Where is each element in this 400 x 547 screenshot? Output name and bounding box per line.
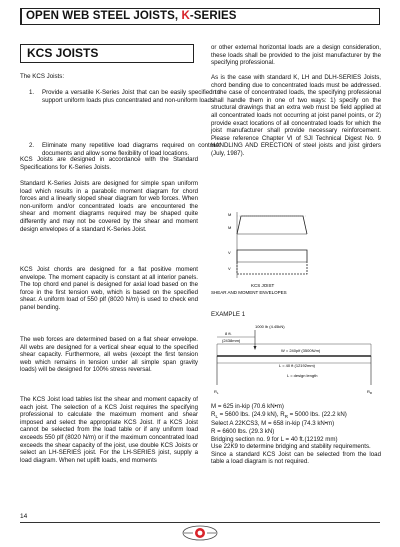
length-label: L = 40 ft (12192mm) [279, 363, 315, 368]
envelope-caption-2: SHEAR AND MOMENT ENVELOPES [211, 290, 287, 295]
distance-ft-label: 8 ft. [225, 331, 232, 336]
banner-title-prefix: OPEN WEB STEEL JOISTS, [26, 10, 182, 22]
paragraph-text: KCS Joists are designed in accordance with the Standard Specifications for K-Series Joists. [20, 156, 198, 171]
sji-logo-icon [181, 525, 219, 541]
moment-envelope [237, 216, 307, 234]
example-title-text: EXAMPLE 1 [211, 311, 246, 318]
left-paragraph-5 [20, 396, 198, 464]
banner-title-suffix: -SERIES [189, 10, 237, 22]
example-load-diagram [211, 322, 381, 398]
envelope-label-v1: V [228, 250, 231, 255]
left-paragraph-2 [20, 180, 198, 233]
envelope-caption-1: KCS JOIST [251, 283, 275, 288]
envelope-label-m1: M [228, 212, 232, 217]
list-item-text: Eliminate many repetitive load diagrams required on contract documents and allow some flexibility of load locations. [42, 142, 220, 157]
result-selection: Select A 22KCS3, M = 658 in-kip (74.3 kN•m) [211, 420, 335, 428]
result-bridging: Bridging section no. 9 for L = 40 ft.(12192 mm) [211, 435, 338, 443]
page-banner [20, 8, 380, 25]
result-conclusion: Since a standard KCS Joist can be selected from the load table a load diagram is not required. [211, 450, 381, 466]
page-number: 14 [20, 513, 28, 520]
envelope-label-v2: V [228, 266, 231, 271]
point-load-arrowhead [254, 346, 257, 350]
envelope-label-m2: M [228, 225, 232, 230]
left-paragraph-4 [20, 336, 198, 374]
list-item-text: Provide a versatile K-Series Joist that can be easily specified to support uniform loads plus concentrated and non-uniform loads. [42, 89, 220, 104]
result-moment: M = 625 in-kip (70.6 kN•m) [211, 403, 284, 410]
paragraph-text: The web forces are determined based on a flat shear envelope. All webs are designed for a vertical shear equal to the specified shear capacity. Furthermore, all webs (except the first tension web which remains in tension under all simple span gravity loads) will be designed for 100% stress reversal. [20, 336, 198, 374]
shear-envelope-positive [237, 250, 307, 262]
distance-mm-label: (2438mm) [222, 338, 241, 343]
paragraph-text: or other external horizontal loads are a design consideration, these loads shall be provided to the joist manufacturer by the specifying professional. [211, 44, 381, 67]
example-title [211, 311, 381, 319]
paragraph-text: Standard K-Series Joists are designed for simple span uniform load which results in a parabolic moment diagram for chord forces and a linearly sloped shear diagram for web forces. When non-uniform and/or concentrated loads are encountered the shear and moment diagrams required may be shaped quite differently and may not be covered by the shear and moment design envelopes of a standard K-Series Joist. [20, 180, 198, 233]
example-results [211, 403, 381, 466]
right-reaction-label: $R_R$ [367, 389, 373, 396]
shear-envelope-negative [237, 262, 307, 274]
right-paragraph-1 [211, 44, 381, 67]
section-title: KCS JOISTS [20, 44, 194, 63]
intro-text: The KCS Joists: [20, 73, 65, 80]
right-paragraph-2 [211, 74, 381, 158]
point-load-label: 1000 lb (4.45kN) [255, 324, 285, 329]
list-item-number: 2. [29, 142, 35, 150]
banner-title-k: K [181, 10, 190, 22]
left-paragraph-3 [20, 266, 198, 312]
result-shear: R = 6600 lbs. (29.3 kN) [211, 428, 275, 435]
paragraph-text: KCS Joist chords are designed for a flat positive moment envelope. The moment capacity is constant at all interior panels. The top chord end panel is designed for axial load based on the force in the first tension web, which is based on the specified shear. A uniform load of 550 plf (8020 N/m) is used to check end panel bending. [20, 266, 198, 311]
left-paragraph-1 [20, 156, 198, 171]
uniform-load-label: W = 240plf (3500N/m) [281, 348, 321, 353]
design-length-label: L = design length [287, 373, 318, 378]
left-reaction-label: $R_L$ [214, 389, 219, 396]
list-item-number: 1. [29, 89, 35, 96]
list-item [20, 89, 220, 104]
left-intro [20, 73, 198, 81]
shear-moment-envelope-diagram [211, 196, 381, 300]
paragraph-text: The KCS Joist load tables list the shear and moment capacity of each joist. The selection of a KCS Joist requires the specifying professional to calculate the maximum moment and shear imposed and select the appropriate KCS Joist. If a KCS Joist cannot be selected from the load table or if any uniform load exceeds 550 plf (8020 N/m) or if the maximum concentrated load exceeds the shear capacity of the joist, use double KCS Joists or select an LH-SERIES joist. For the LH-SERIES joist, supply a load diagram. When net uplift loads, end moments [20, 396, 198, 464]
result-reactions: $R_L = 5600$ lbs. (24.9 kN), $R_R = 5000$ lbs. (22.2 kN) [211, 410, 347, 419]
result-stability: Use 22K9 to determine bridging and stability requirements. [211, 443, 371, 451]
paragraph-text: As is the case with standard K, LH and DLH-SERIES Joists, chord bending due to concentrated loads must be addressed. In the case of concentrated loads, the specifying professional shall handle them in one of two ways: 1) specify on the structural drawings that an extra web must be field applied at all concentrated loads not occurring at joist panel points, or 2) provide exact locations of all concentrated loads for which the joist manufacturer shall provide necessary reinforcement. Please reference Chapter VI of SJI Technical Digest No. 9 HANDLING AND ERECTION of steel joists and joist girders (July, 1987). [211, 74, 381, 157]
footer-rule [20, 522, 380, 523]
